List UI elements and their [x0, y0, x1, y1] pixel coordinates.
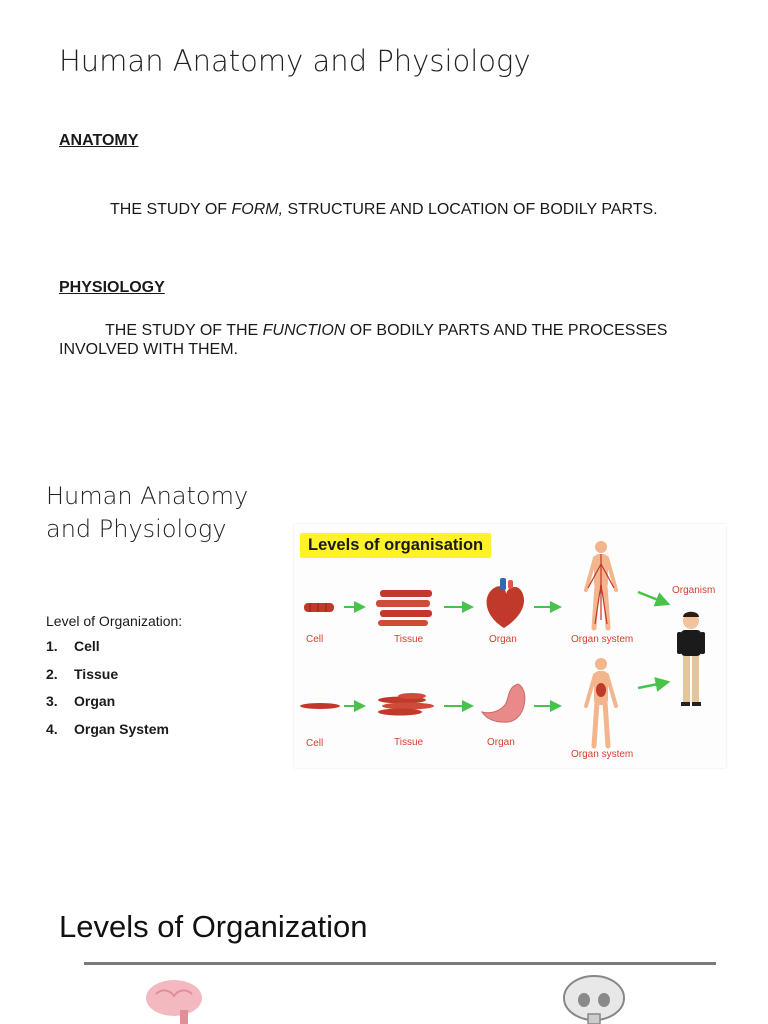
label-organ-system-bottom: Organ system [571, 749, 634, 760]
label-organ-bottom: Organ [487, 737, 515, 748]
list-number: 2. [46, 665, 58, 682]
slide3-illustrations [84, 966, 716, 1024]
list-label: Cell [74, 638, 100, 654]
physiology-def-suffix: OF BODILY PARTS AND THE PROCESSES INVOLVED WITH THEM. [59, 322, 668, 358]
label-tissue-bottom: Tissue [394, 737, 424, 748]
slide1-title: Human Anatomy and Physiology [59, 44, 531, 78]
anatomy-def-prefix: THE STUDY OF [110, 201, 232, 218]
label-organ-top: Organ [489, 634, 517, 645]
list-number: 1. [46, 638, 58, 654]
anatomy-definition [110, 201, 658, 219]
label-cell-bottom: Cell [306, 738, 324, 749]
anatomy-def-emphasis: FORM, [231, 201, 284, 218]
figure-illustration [294, 524, 726, 768]
muscle-cell-icon [304, 603, 334, 612]
heart-icon [487, 578, 524, 628]
skull-icon [564, 976, 624, 1024]
arrow-icon [638, 682, 668, 688]
label-tissue-top: Tissue [394, 634, 424, 645]
level-of-organization-label: Level of Organization: [46, 613, 183, 629]
slide2-title: Human Anatomy and Physiology [46, 482, 249, 543]
list-number: 3. [46, 693, 58, 709]
label-organ-system-top: Organ system [571, 634, 634, 645]
circulatory-system-icon [586, 541, 616, 628]
stomach-icon [482, 684, 525, 722]
levels-list [46, 638, 169, 748]
physiology-heading: PHYSIOLOGY [59, 279, 165, 296]
slide3-title: Levels of Organization [59, 909, 368, 944]
label-organism: Organism [672, 585, 716, 596]
anatomy-heading: ANATOMY [59, 132, 139, 149]
list-label: Organ System [74, 720, 169, 737]
list-item [46, 638, 169, 666]
physiology-def-emphasis: FUNCTION [262, 322, 346, 339]
smooth-muscle-tissue-icon [378, 693, 434, 716]
anatomy-def-suffix: STRUCTURE AND LOCATION OF BODILY PARTS. [283, 201, 658, 218]
arrow-icon [638, 592, 668, 604]
list-label: Organ [74, 693, 116, 709]
digestive-system-icon [586, 658, 616, 746]
list-number: 4. [46, 720, 58, 737]
smooth-muscle-cell-icon [300, 703, 340, 709]
physiology-definition [59, 321, 719, 359]
figure-title: Levels of organisation [300, 533, 491, 558]
list-item [46, 721, 169, 749]
physiology-def-prefix: THE STUDY OF THE [105, 322, 263, 339]
label-cell-top: Cell [306, 634, 324, 645]
person-icon [677, 612, 705, 706]
list-item [46, 666, 169, 694]
brain-icon [146, 980, 202, 1024]
muscle-tissue-icon [376, 590, 432, 626]
levels-of-organisation-figure [294, 524, 726, 768]
title-divider [84, 962, 716, 965]
list-item [46, 693, 169, 721]
list-label: Tissue [74, 665, 119, 682]
